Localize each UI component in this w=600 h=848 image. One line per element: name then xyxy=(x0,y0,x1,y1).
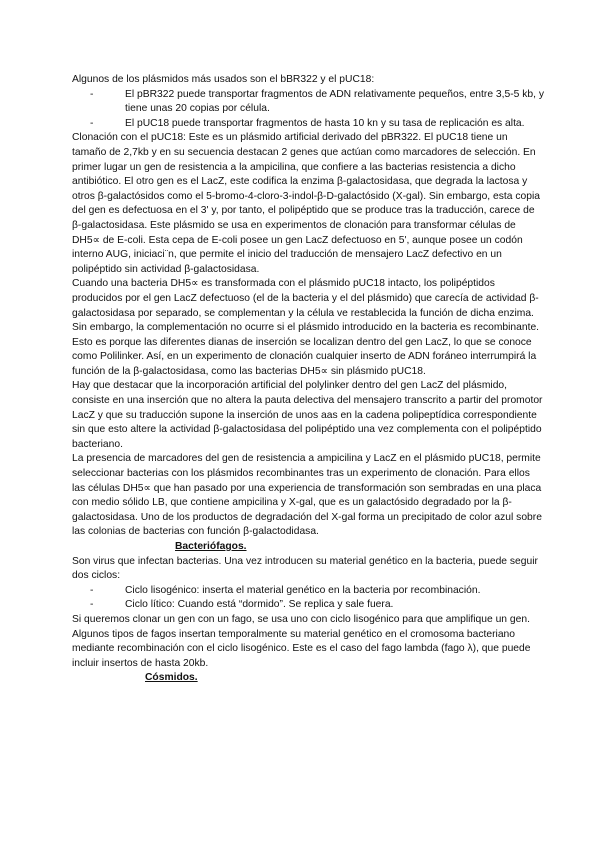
list-item: - Ciclo lítico: Cuando está “dormido”. Se replica y sale fuera. xyxy=(90,598,544,613)
list-item: - Ciclo lisogénico: inserta el material genético en la bacteria por recombinación. xyxy=(90,584,544,599)
paragraph-lambda-phage: Algunos tipos de fagos insertan temporalmente su material genético en el cromosoma bacteriano mediante recombinación con el ciclo lisogénico. Este es el caso del fago lambda (fago λ), que puede incluir insertos de hasta 20kb. xyxy=(72,628,531,669)
paragraph-phage-cloning: Si queremos clonar un gen con un fago, se usa uno con ciclo lisogénico para que amplifique un gen. xyxy=(72,613,530,625)
section-heading-bacteriophages: Bacteriófagos. xyxy=(175,541,247,552)
cycle-list xyxy=(72,584,544,613)
section-heading-cosmids: Cósmidos. xyxy=(145,672,198,684)
list-item: - El pBR322 puede transportar fragmentos de ADN relativamente pequeños, entre 3,5-5 kb, y tiene unas 20 copias por célula. xyxy=(90,88,544,117)
paragraph-complementation: Cuando una bacteria DH5∝ es transformada con el plásmido pUC18 intacto, los polipéptidos producidos por el gen LacZ defectuoso (el de la bacteria y el del plásmido) que carecía de actividad β-galactosidasa por separado, se complementan y la célula ve restablecida la función de dicha enzima. xyxy=(72,278,539,319)
intro-line: Algunos de los plásmidos más usados son el bBR322 y el pUC18: xyxy=(72,74,375,85)
paragraph-polylinker: Hay que destacar que la incorporación artificial del polylinker dentro del gen LacZ del plásmido, consiste en una inserción que no altera la pauta delectiva del mensajero transcrito a partir del promotor LacZ y que su traducción supone la inserción de unos aas en la cadena polipeptídica correspondiente sin que esto altere la actividad β-galactosidasa del polipéptido una vez complementa con el polipéptido bacteriano. xyxy=(72,380,543,450)
paragraph-bacteriophage-intro: Son virus que infectan bacterias. Una vez introducen su material genético en la bacteria, puede seguir dos ciclos: xyxy=(72,555,538,582)
list-item: - El pUC18 puede transportar fragmentos de hasta 10 kn y su tasa de replicación es alta. xyxy=(90,117,544,132)
plasmid-list xyxy=(72,88,544,132)
paragraph-puc18-cloning: Clonación con el pUC18: Este es un plásmido artificial derivado del pBR322. El pUC18 tiene un tamaño de 2,7kb y en su secuencia destacan 2 genes que actúan como marcadores de selección. En primer lugar un gen de resistencia a la ampicilina, que confiere a las bacterias resistencia a dicho antibiótico. El otro gen es el LacZ, este codifica la enzima β-galactosidasa, que degrada la lactosa y otros β-galactósidos como el 5-bromo-4-cloro-3-indol-β-D-galactósido (X-gal). Sin embargo, esta copia del gen es defectuosa en el 3' y, por tanto, el polipéptido que se produce tras la traducción, carece de β-galactosidasa. Este plásmido se usa en experimentos de clonación para transformar células de DH5∝ de E-coli. Esta cepa de E-coli posee un gen LacZ defectuoso en 5', aunque posee un codón interno AUG, iniciaci¨n, que permite el inicio del traducción de mensajero LacZ defectivo en un polipéptido sin actividad β-galactosidasa. xyxy=(72,132,540,275)
paragraph-recombinant: Sin embargo, la complementación no ocurre si el plásmido introducido en la bacteria es recombinante. Esto es porque las diferentes dianas de inserción se localizan dentro del gen LacZ, lo que se conoce como Polilinker. Así, en un experimento de clonación cualquier inserto de ADN foráneo interrumpirá la función de la β-galactosidasa, como las bacterias DH5∝ sin plásmido pUC18. xyxy=(72,322,540,377)
paragraph-selection-markers: La presencia de marcadores del gen de resistencia a ampicilina y LacZ en el plásmido pUC18, permite seleccionar bacterias con los plásmidos recombinantes tras un experimento de clonación. Para ellos las células DH5∝ que han pasado por una experiencia de transformación son sembradas en una placa con medio sólido LB, que contiene ampicilina y X-gal, que es un galactósido degradado por la β-galactosidasa. Uno de los productos de degradación del X-gal forma un precipitado de color azul sobre las colonias de bacterias con función β-galactodidasa. xyxy=(72,453,542,538)
